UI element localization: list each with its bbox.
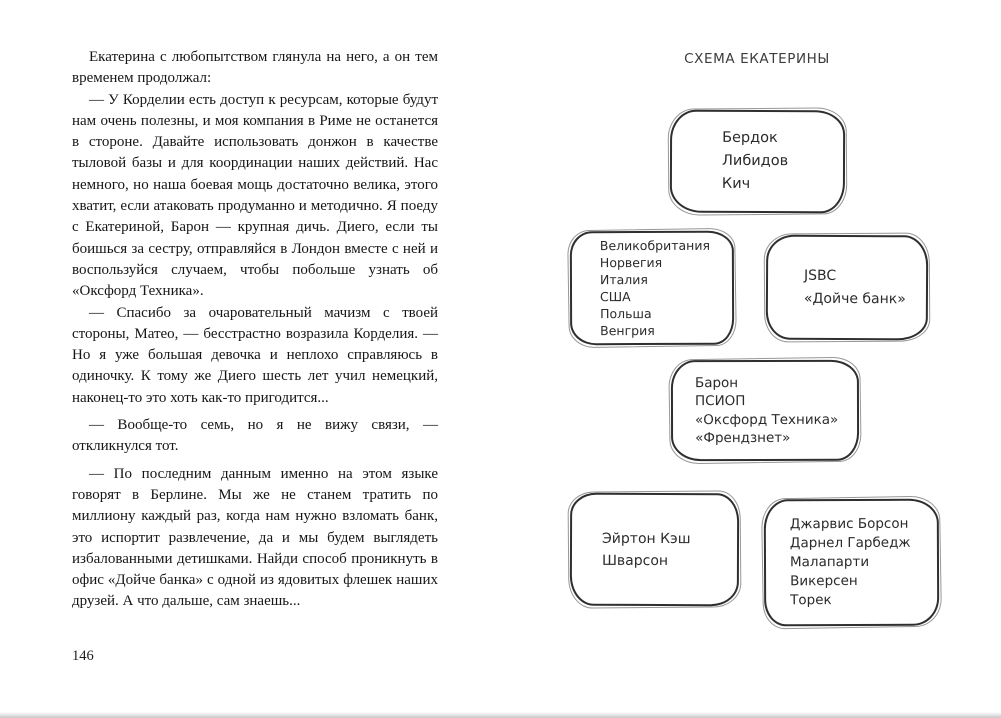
diagram-title: СХЕМА ЕКАТЕРИНЫ <box>684 51 830 67</box>
diagram-box-line: США <box>600 289 631 305</box>
diagram-box-line: Викерсен <box>790 572 858 590</box>
body-paragraph: — Спасибо за очаровательный мачизм с твоей стороны, Матео, — бесстрастно возразила Корделия. — Но я уже большая девочка и неплохо справляюсь в одиночку. К тому же Диего шесть лет учил немецкий, наконец-то это хоть как-то пригодится... <box>72 304 438 406</box>
diagram-box-berdok <box>670 110 845 214</box>
diagram-box-line: «Дойче банк» <box>803 290 906 307</box>
diagram-box-line: Барон <box>694 374 739 391</box>
diagram-box-line: Великобритания <box>599 237 710 254</box>
diagram-box-line: Эйртон Кэш <box>602 530 691 547</box>
body-paragraph: — По последним данным именно на этом языке говорят в Берлине. Мы же не станем тратить по миллиону каждый раз, когда нам нужно взломать банк, это испортит развлечение, да и мы будем выглядеть избалованными детишками. Найди способ проникнуть в офис «Дойче банка» с одной из ядовитых флешек наших друзей. А что дальше, сам знаешь... <box>72 465 438 610</box>
diagram-box-line: Норвегия <box>599 254 663 271</box>
diagram-box-baron <box>671 360 859 461</box>
diagram-box-line: «Френдзнет» <box>695 429 791 447</box>
diagram-box-line: Малапарти <box>789 553 870 571</box>
diagram-box-line: Либидов <box>721 152 789 170</box>
diagram-box-line: Италия <box>599 272 648 288</box>
diagram-box-line: Кич <box>721 175 751 192</box>
diagram-box-line: Дарнел Гарбедж <box>789 534 911 552</box>
diagram-box-line: Шварсон <box>601 552 669 569</box>
page-number: 146 <box>72 648 94 664</box>
diagram-box-countries <box>570 231 734 346</box>
body-paragraph: Екатерина с любопытством глянула на него, а он тем временем продолжал: <box>72 49 438 87</box>
diagram-box-line: Джарвис Борсон <box>789 515 909 533</box>
diagram-box-jarvis <box>764 499 940 627</box>
diagram-box-line: Бердок <box>722 129 778 147</box>
diagram-box-line: ПСИОП <box>694 393 746 410</box>
diagram-box-line: Торек <box>790 592 832 609</box>
diagram-box-line: JSBC <box>804 267 837 284</box>
diagram-box-ayrton <box>570 493 739 607</box>
diagram-box-line: Венгрия <box>600 322 655 339</box>
body-paragraph: — Вообще-то семь, но я не вижу связи, — откликнулся тот. <box>72 417 438 455</box>
diagram-box-jsbc <box>766 235 929 341</box>
body-paragraph: — У Корделии есть доступ к ресурсам, которые будут нам очень полезны, и моя компания в Риме не останется в стороне. Давайте использовать донжон в качестве тыловой базы и для координации наших действий. Нас немного, но наша боевая мощь достаточно велика, этого хватит, если атаковать продуманно и методично. Я поеду с Екатериной, Барон — крупная дичь. Диего, если ты боишься за сестру, отправляйся в Лондон вместе с ней и воспользуйся случаем, чтобы побольше узнать об «Оксфорд Техника». <box>72 91 438 300</box>
diagram-box-line: Польша <box>600 306 652 322</box>
page-bottom-edge-shadow <box>0 712 1001 718</box>
left-page-text <box>72 47 438 613</box>
diagram-box-line: «Оксфорд Техника» <box>695 411 839 428</box>
